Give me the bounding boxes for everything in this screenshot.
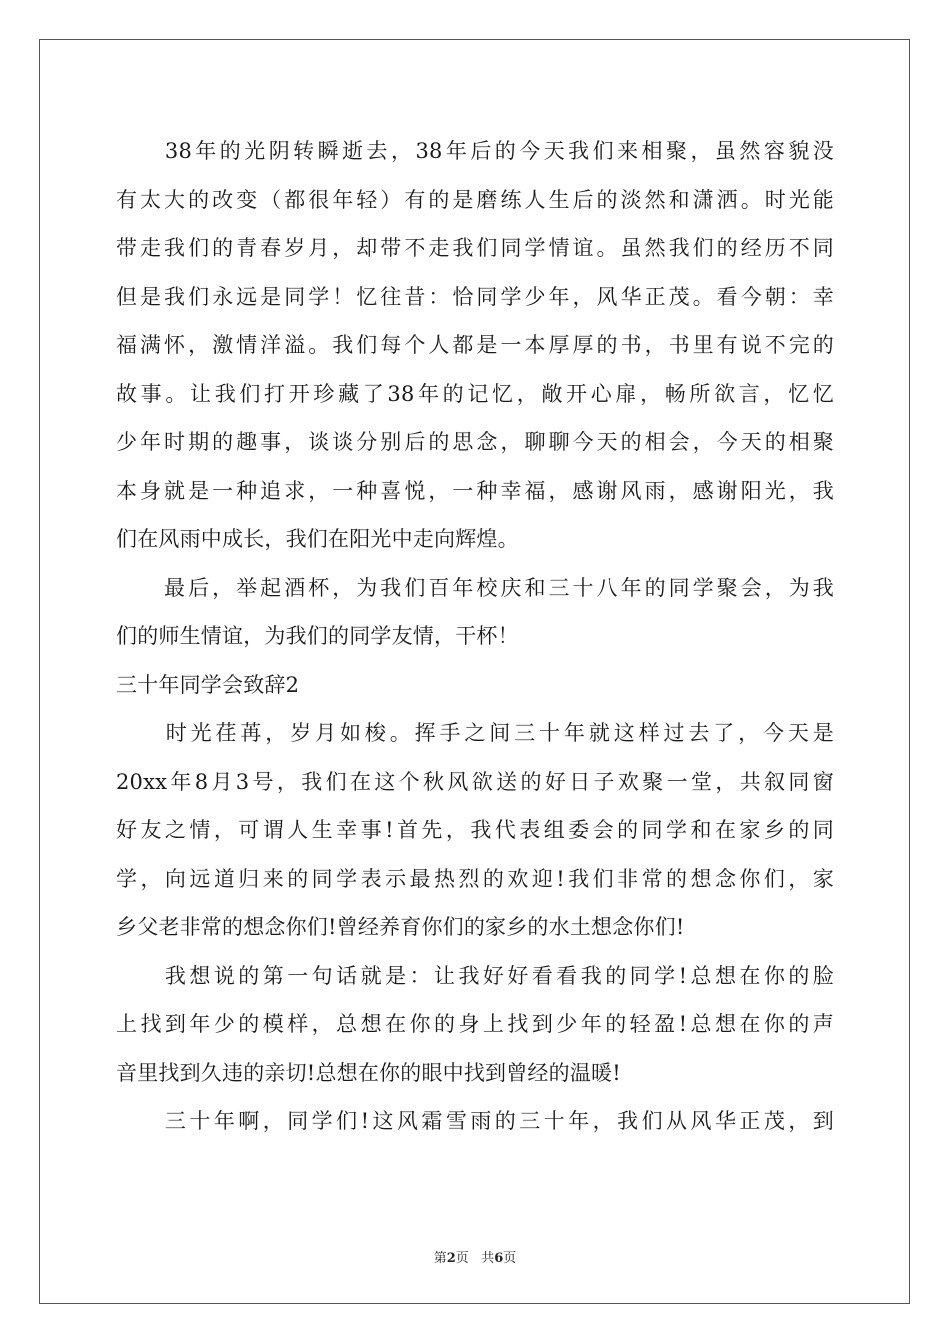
text-line: 最后，举起酒杯，为我们百年校庆和三十八年的同学聚会，为我	[116, 575, 834, 600]
page-prefix: 第	[433, 1251, 447, 1266]
text-line: 们在风雨中成长，我们在阳光中走向辉煌。	[116, 527, 519, 551]
text-line: 上找到年少的模样，总想在你的身上找到少年的轻盈!总想在你的声	[116, 1012, 834, 1036]
text-line: 故事。让我们打开珍藏了38年的记忆，敞开心扉，畅所欲言，忆忆	[116, 381, 834, 406]
text-line: 三十年啊，同学们!这风霜雪雨的三十年，我们从风华正茂，到	[116, 1109, 834, 1133]
text-line: 少年时期的趣事，谈谈分别后的思念，聊聊今天的相会，今天的相聚	[116, 430, 834, 454]
text-line: 带走我们的青春岁月，却带不走我们同学情谊。虽然我们的经历不同	[116, 236, 834, 260]
text-line: 音里找到久违的亲切!总想在你的眼中找到曾经的温暖!	[116, 1060, 621, 1085]
text-line: 乡父老非常的想念你们!曾经养育你们的家乡的水土想念你们!	[116, 915, 685, 939]
text-line: 20xx年8月3号，我们在这个秋风欲送的好日子欢聚一堂，共叙同窗	[116, 769, 834, 794]
total-prefix: 共	[481, 1251, 495, 1266]
text-line: 但是我们永远是同学！忆往昔：恰同学少年，风华正茂。看今朝：幸	[116, 284, 834, 309]
total-suffix: 页	[503, 1251, 517, 1266]
text-line: 好友之情，可谓人生幸事!首先，我代表组委会的同学和在家乡的同	[116, 818, 834, 842]
text-line: 福满怀，激情洋溢。我们每个人都是一本厚厚的书，书里有说不完的	[116, 333, 834, 357]
text-line: 学，向远道归来的同学表示最热烈的欢迎!我们非常的想念你们，家	[116, 866, 834, 891]
page-footer	[0, 1247, 950, 1266]
text-line: 三十年同学会致辞2	[116, 672, 300, 697]
text-line: 38年的光阴转瞬逝去，38年后的今天我们来相聚，虽然容貌没	[116, 139, 834, 163]
text-line: 我想说的第一句话就是：让我好好看看我的同学!总想在你的脸	[116, 963, 834, 988]
current-page-number: 2	[446, 1251, 456, 1266]
text-line: 本身就是一种追求，一种喜悦，一种幸福，感谢风雨，感谢阳光，我	[116, 478, 834, 503]
text-line: 们的师生情谊，为我们的同学友情，干杯！	[116, 624, 519, 648]
total-page-number: 6	[494, 1251, 504, 1266]
page-suffix: 页	[455, 1251, 469, 1266]
document-body	[116, 127, 834, 1146]
text-line: 时光荏苒，岁月如梭。挥手之间三十年就这样过去了，今天是	[116, 721, 834, 745]
text-line: 有太大的改变（都很年轻）有的是磨练人生后的淡然和潇洒。时光能	[116, 187, 834, 212]
